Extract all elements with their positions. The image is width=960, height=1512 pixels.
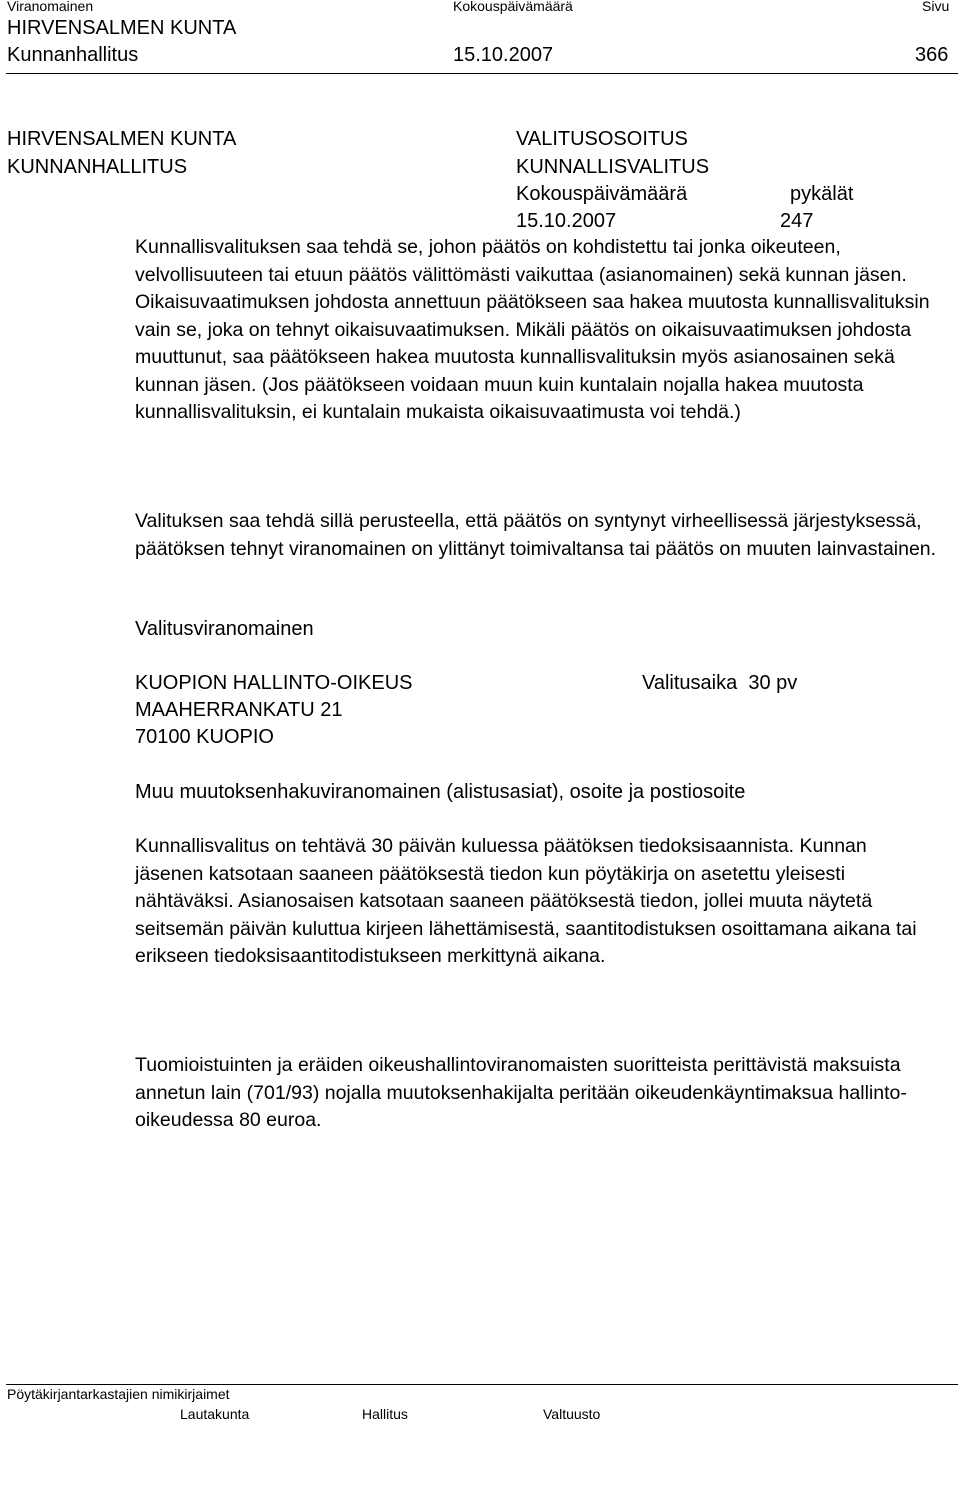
court-city: 70100 KUOPIO [135,726,274,748]
footer-initials-label: Pöytäkirjantarkastajien nimikirjaimet [7,1386,230,1402]
header-authority-label: Viranomainen [7,0,94,14]
meeting-date-label: Kokouspäivämäärä [516,183,688,205]
meeting-date: 15.10.2007 [516,210,617,232]
court-street: MAAHERRANKATU 21 [135,699,343,721]
header-date: 15.10.2007 [453,44,554,66]
paragraph-appeal-rights: Kunnallisvalituksen saa tehdä se, johon päätös on kohdistettu tai jonka oikeuteen, velvollisuuteen tai etuun päätös välittömästi vaikuttaa (asianomainen) sekä kunnan jäsen. Oikaisuvaatimuksen johdosta annettuun päätökseen saa hakea muutosta kunnallisvalituksin vain se, joka on tehnyt oikaisuvaatimuksen. Mikäli päätös on oikaisuvaatimuksen johdosta muuttunut, saa päätökseen hakea muutosta kunnallisvalituksin myös asianosainen sekä kunnan jäsen. (Jos päätökseen voidaan muun kuin kuntalain nojalla hakea muutosta kunnallisvalituksin, ei kuntalain mukaista oikaisuvaatimusta voi tehdä.) [135,236,930,423]
doc-title: VALITUSOSOITUS [516,128,688,150]
section-number: 247 [780,210,814,232]
court-name: KUOPION HALLINTO-OIKEUS [135,672,413,694]
header-municipality: HIRVENSALMEN KUNTA [7,17,237,39]
org-name: HIRVENSALMEN KUNTA [7,128,237,150]
header-page-label: Sivu [922,0,950,14]
appeal-period: Valitusaika 30 pv [642,672,798,694]
paragraph-appeal-grounds: Valituksen saa tehdä sillä perusteella, että päätös on syntynyt virheellisessä järjestyksessä, päätöksen tehnyt viranomainen on ylittänyt toimivaltansa tai päätös on muuten lainvastainen. [135,510,937,560]
header-divider [6,73,958,74]
header-date-label: Kokouspäivämäärä [453,0,573,14]
section-label: pykälät [790,183,854,205]
paragraph-deadline: Kunnallisvalitus on tehtävä 30 päivän kuluessa päätöksen tiedoksisaannista. Kunnan jäsenen katsotaan saaneen päätöksestä tiedon kun pöytäkirja on asetettu yleisesti nähtäväksi. Asianosaisen katsotaan saaneen päätöksestä tiedon, jollei muuta näytetä seitsemän päivän kuluttua kirjeen lähettämisestä, saantitodistuksen osoittamana aikana tai erikseen tiedoksisaantitodistukseen merkittynä aikana. [135,835,917,967]
footer-council: Valtuusto [543,1406,601,1422]
footer-divider [6,1384,958,1385]
footer-committee: Lautakunta [180,1406,250,1422]
paragraph-fees: Tuomioistuinten ja eräiden oikeushallintoviranomaisten suoritteista perittävistä maksuista annetun lain (701/93) nojalla muutoksenhakijalta peritään oikeudenkäyntimaksua hallinto-oikeudessa 80 euroa. [135,1054,907,1131]
authority-heading: Valitusviranomainen [135,618,314,640]
header-page-number: 366 [915,44,949,66]
org-department: KUNNANHALLITUS [7,156,188,178]
doc-subtitle: KUNNALLISVALITUS [516,156,710,178]
header-body: Kunnanhallitus [7,44,139,66]
footer-board: Hallitus [362,1406,408,1422]
other-authority-heading: Muu muutoksenhakuviranomainen (alistusasiat), osoite ja postiosoite [135,781,746,803]
